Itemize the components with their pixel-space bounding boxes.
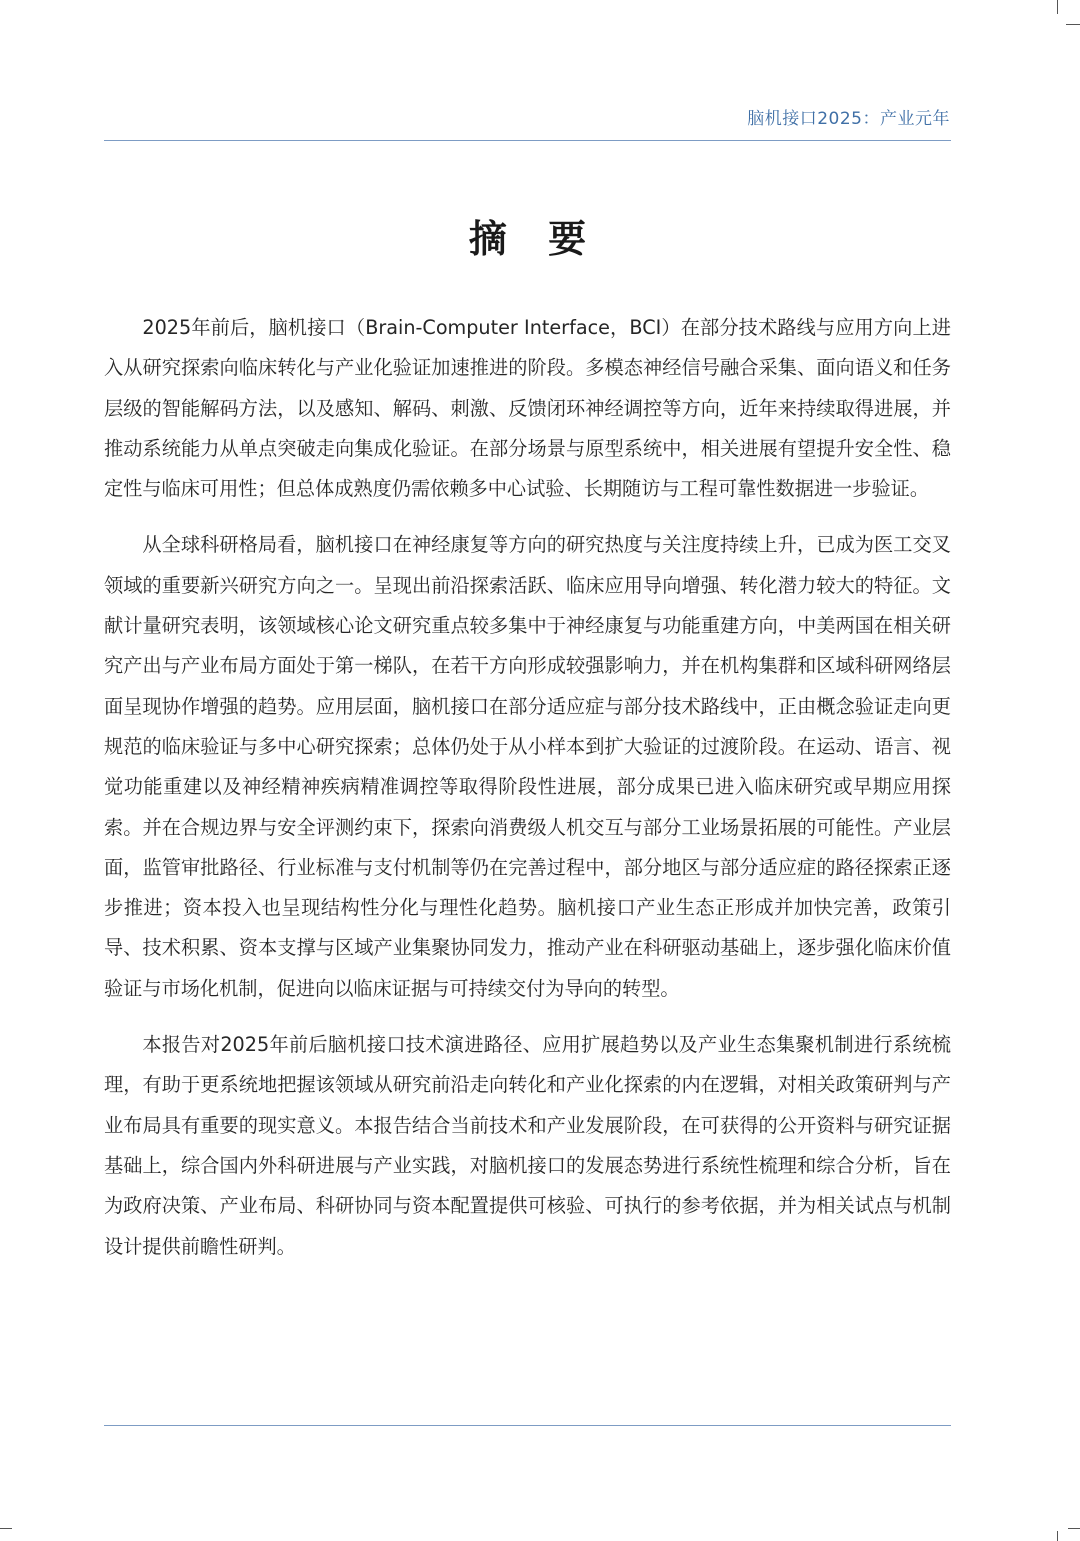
abstract-paragraph: 本报告对2025年前后脑机接口技术演进路径、应用扩展趋势以及产业生态集聚机制进行系统梳理，有助于更系统地把握该领域从研究前沿走向转化和产业化探索的内在逻辑，对相关政策研判与产业布局具有重要的现实意义。本报告结合当前技术和产业发展阶段，在可获得的公开资料与研究证据基础上，综合国内外科研进展与产业实践，对脑机接口的发展态势进行系统性梳理和综合分析，旨在为政府决策、产业布局、科研协同与资本配置提供可核验、可执行的参考依据，并为相关试点与机制设计提供前瞻性研判。 bbox=[104, 1033, 951, 1258]
header-rule bbox=[104, 140, 951, 141]
crop-mark-bottom-right-horizontal bbox=[1068, 1528, 1080, 1529]
crop-mark-bottom-right-vertical bbox=[1057, 1531, 1058, 1541]
abstract-body bbox=[104, 308, 951, 1283]
crop-mark-top-right-vertical bbox=[1057, 0, 1058, 14]
footer-rule bbox=[104, 1425, 951, 1426]
crop-mark-top-right-horizontal bbox=[1066, 24, 1080, 25]
crop-mark-bottom-left-horizontal bbox=[0, 1528, 12, 1529]
abstract-paragraph: 2025年前后，脑机接口（Brain-Computer Interface，BCI）在部分技术路线与应用方向上进入从研究探索向临床转化与产业化验证加速推进的阶段。多模态神经信号融合采集、面向语义和任务层级的智能解码方法，以及感知、解码、刺激、反馈闭环神经调控等方向，近年来持续取得进展，并推动系统能力从单点突破走向集成化验证。在部分场景与原型系统中，相关进展有望提升安全性、稳定性与临床可用性；但总体成熟度仍需依赖多中心试验、长期随访与工程可靠性数据进一步验证。 bbox=[104, 316, 951, 501]
abstract-heading: 摘 要 bbox=[468, 217, 601, 261]
running-header-title: 脑机接口2025：产业元年 bbox=[747, 109, 950, 129]
abstract-paragraph: 从全球科研格局看，脑机接口在神经康复等方向的研究热度与关注度持续上升，已成为医工交叉领域的重要新兴研究方向之一。呈现出前沿探索活跃、临床应用导向增强、转化潜力较大的特征。文献计量研究表明，该领域核心论文研究重点较多集中于神经康复与功能重建方向，中美两国在相关研究产出与产业布局方面处于第一梯队，在若干方向形成较强影响力，并在机构集群和区域科研网络层面呈现协作增强的趋势。应用层面，脑机接口在部分适应症与部分技术路线中，正由概念验证走向更规范的临床验证与多中心研究探索；总体仍处于从小样本到扩大验证的过渡阶段。在运动、语言、视觉功能重建以及神经精神疾病精准调控等取得阶段性进展，部分成果已进入临床研究或早期应用探索。并在合规边界与安全评测约束下，探索向消费级人机交互与部分工业场景拓展的可能性。产业层面，监管审批路径、行业标准与支付机制等仍在完善过程中，部分地区与部分适应症的路径探索正逐步推进；资本投入也呈现结构性分化与理性化趋势。脑机接口产业生态正形成并加快完善，政策引导、技术积累、资本支撑与区域产业集聚协同发力，推动产业在科研驱动基础上，逐步强化临床价值验证与市场化机制，促进向以临床证据与可持续交付为导向的转型。 bbox=[104, 533, 951, 1000]
